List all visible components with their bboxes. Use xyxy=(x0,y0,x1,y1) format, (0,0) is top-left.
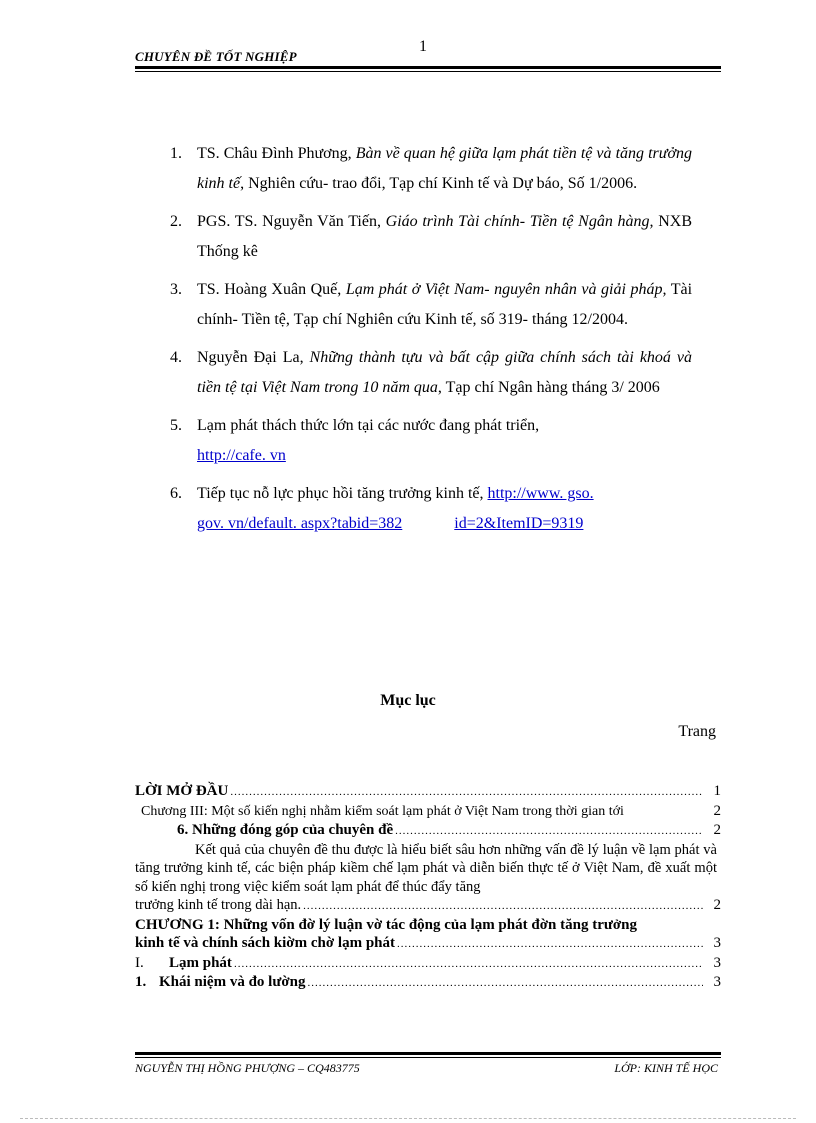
toc-entry-page: 2 xyxy=(713,897,721,913)
toc-entry-number: 1. xyxy=(135,974,147,990)
header-title: CHUYÊN ĐỀ TỐT NGHIỆP xyxy=(135,49,297,64)
reference-source: , Nghiên cứu- trao đổi, Tạp chí Kinh tế và Dự báo, Số 1/2006. xyxy=(240,174,638,192)
reference-author: PGS. TS. Nguyễn Văn Tiến, xyxy=(197,213,386,230)
toc-entry-text: CHƯƠNG 1: Những vốn đờ lý luận vờ tác động của lạm phát đờn tăng trưởng xyxy=(135,916,637,933)
toc-leader-dots xyxy=(395,822,703,841)
reference-author: TS. Châu Đình Phương, xyxy=(197,145,356,162)
page-bottom-edge xyxy=(20,1118,796,1119)
reference-item xyxy=(170,275,692,334)
toc-entry[interactable] xyxy=(135,916,721,954)
reference-item xyxy=(170,343,692,402)
footer-author: NGUYỄN THỊ HỒNG PHƯỢNG – CQ483775 xyxy=(135,1061,360,1075)
reference-link[interactable]: http://www. gso. xyxy=(487,485,594,502)
toc-entry-text-end: kinh tế và chính sách kiờm chờ lạm phát xyxy=(135,935,395,951)
toc-leader-dots xyxy=(230,783,703,802)
reference-number: 5. xyxy=(170,417,182,434)
reference-source: , Tạp chí Ngân hàng tháng 3/ 2006 xyxy=(437,378,660,396)
reference-text: Lạm phát thách thức lớn tại các nước đang phát triển, xyxy=(197,417,540,434)
toc-leader-dots xyxy=(234,955,703,974)
toc-page-column-label: Trang xyxy=(678,723,716,740)
reference-title: Giáo trình Tài chính- Tiền tệ Ngân hàng, xyxy=(385,213,654,230)
toc-entry[interactable] xyxy=(135,821,721,841)
reference-item xyxy=(170,479,692,538)
reference-number: 3. xyxy=(170,281,182,298)
reference-title: Lạm phát ở Việt Nam- nguyên nhân và giải pháp, xyxy=(345,281,667,298)
toc-leader-dots xyxy=(303,897,703,916)
footer-class: LỚP: KINH TẾ HỌC xyxy=(614,1061,718,1075)
toc-entry-text-end: trưởng kinh tế trong dài hạn. xyxy=(135,897,302,913)
reference-number: 1. xyxy=(170,145,182,162)
reference-link[interactable]: http://cafe. vn xyxy=(197,446,286,464)
toc-entry[interactable] xyxy=(135,954,721,974)
reference-list xyxy=(170,139,692,547)
toc-entry[interactable] xyxy=(135,841,721,916)
toc-entry-text: LỜI MỞ ĐẦU xyxy=(135,783,229,799)
toc-entry[interactable] xyxy=(135,973,721,993)
toc-entry-page: 1 xyxy=(713,783,721,799)
toc-leader-dots xyxy=(308,974,704,993)
toc-entry-page: 3 xyxy=(713,974,721,990)
toc-entry-page: 2 xyxy=(713,802,721,819)
reference-source: Tài chính- Tiền tệ, Tạp chí Nghiên cứu Kinh tế, số 319- tháng 12/2004. xyxy=(197,281,693,328)
reference-author: Nguyễn Đại La, xyxy=(197,349,310,366)
page-number: 1 xyxy=(419,38,427,55)
reference-text: Tiếp tục nỗ lực phục hồi tăng trưởng kinh tế, xyxy=(197,485,488,502)
footer-rule-thick xyxy=(135,1052,721,1055)
reference-link-tail[interactable]: id=2&ItemID=9319 xyxy=(454,514,584,532)
toc-entry-text: 6. Những đóng góp của chuyên đề xyxy=(177,822,394,838)
footer-rule-thin xyxy=(135,1057,721,1058)
toc-entry-page: 3 xyxy=(713,935,721,951)
header-rule-thick xyxy=(135,66,721,69)
table-of-contents xyxy=(135,782,721,993)
reference-number: 4. xyxy=(170,349,182,366)
toc-title: Mục lục xyxy=(380,692,436,709)
reference-link-continued[interactable]: gov. vn/default. aspx?tabid=382 xyxy=(197,514,403,532)
reference-title: Những thành tựu và bất cập giữa chính sách tài khoá và tiền tệ tại Việt Nam trong 10 năm qua xyxy=(197,349,692,396)
toc-entry[interactable] xyxy=(135,802,721,822)
reference-author: TS. Hoàng Xuân Quế, xyxy=(197,281,346,298)
toc-entry-text: Chương III: Một số kiến nghị nhằm kiểm soát lạm phát ở Việt Nam trong thời gian tới xyxy=(141,803,624,819)
reference-item xyxy=(170,411,692,470)
toc-entry-number: I. xyxy=(135,954,144,971)
reference-number: 6. xyxy=(170,485,182,502)
toc-entry-page: 2 xyxy=(713,822,721,838)
toc-entry-text: Lạm phát xyxy=(169,954,232,971)
toc-entry[interactable] xyxy=(135,782,721,802)
toc-entry-text: Kết quả của chuyên đề thu được là hiểu biết sâu hơn những vấn đề lý luận về lạm phát và tăng trưởng kinh tế, các biện pháp kiềm chế lạm phát và diễn biến thực tế ở Việt Nam, đề xuất một số kiến nghị trong việc kiểm soát lạm phát để thúc đẩy tăng xyxy=(135,841,717,895)
reference-number: 2. xyxy=(170,213,182,230)
reference-item xyxy=(170,139,692,198)
reference-item xyxy=(170,207,692,266)
toc-leader-dots xyxy=(397,935,703,954)
header-rule-thin xyxy=(135,71,721,72)
toc-entry-page: 3 xyxy=(713,954,721,971)
reference-source: NXB Thống kê xyxy=(197,213,692,260)
reference-title: Bàn về quan hệ giữa lạm phát tiền tệ và tăng trưởng kinh tế xyxy=(197,145,693,192)
toc-entry-text: Khái niệm và đo lường xyxy=(159,974,306,990)
